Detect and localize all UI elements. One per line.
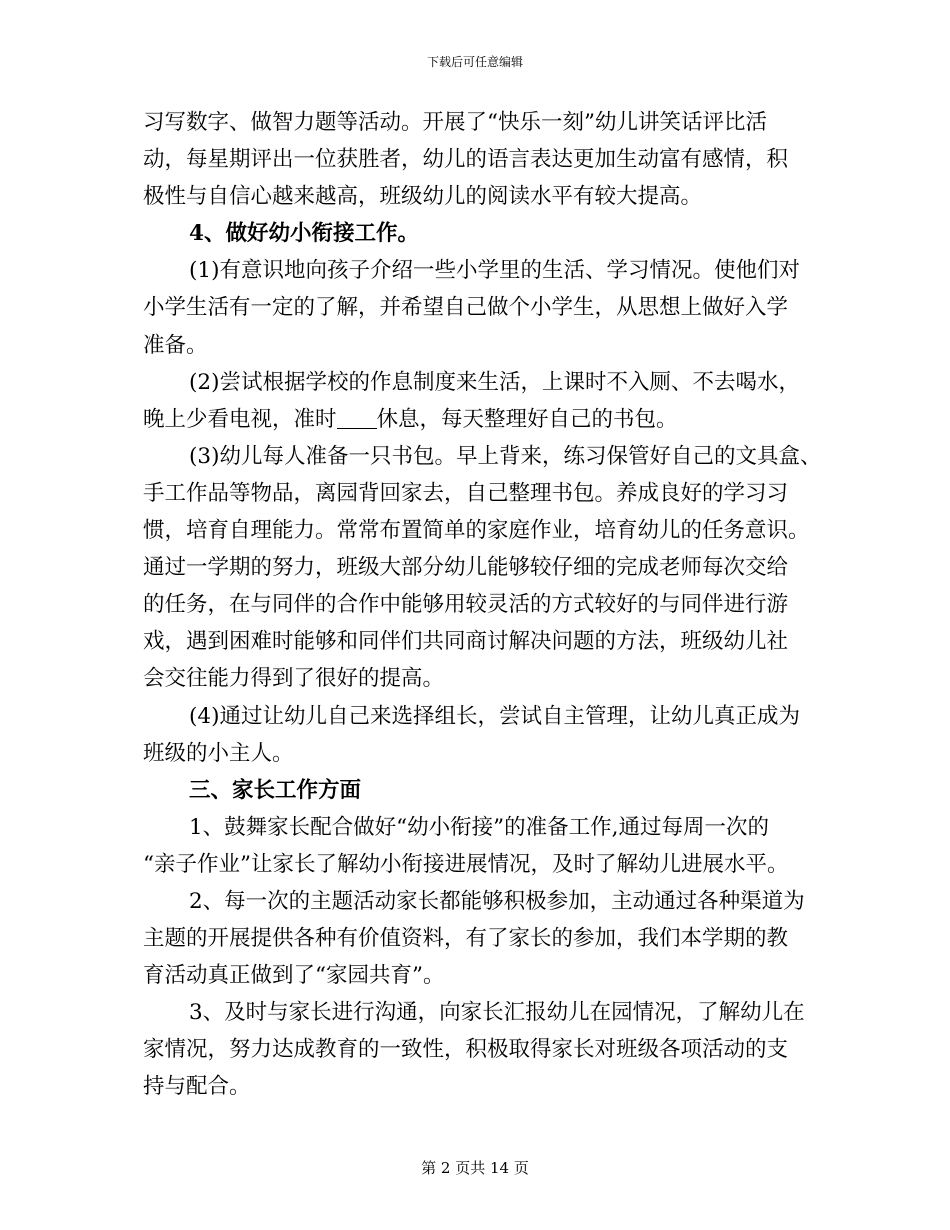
paragraph-line: 习写数字、做智力题等活动。开展了“快乐一刻”幼儿讲笑话评比活 xyxy=(143,110,767,135)
page-footer: 第 2 页共 14 页 xyxy=(421,1159,529,1177)
paragraph-line: 3、及时与家长进行沟通，向家长汇报幼儿在园情况，了解幼儿在 xyxy=(189,1000,805,1026)
paragraph-line: 极性与自信心越来越高，班级幼儿的阅读水平有较大提高。 xyxy=(143,184,703,210)
line-text: 晚上少看电视，准时 xyxy=(143,406,337,432)
line-text: 休息，每天整理好自己的书包。 xyxy=(376,406,678,432)
paragraph-line xyxy=(143,401,823,438)
paragraph-line: (4)通过让幼儿自己来选择组长，尝试自主管理，让幼儿真正成为 xyxy=(189,703,800,729)
paragraph-line: 戏，遇到困难时能够和同伴们共同商讨解决问题的方法，班级幼儿社 xyxy=(143,629,789,655)
paragraph-line: 持与配合。 xyxy=(143,1074,251,1100)
paragraph-line: 2、每一次的主题活动家长都能够积极参加，主动通过各种渠道为 xyxy=(189,888,805,914)
paragraph-line: 通过一学期的努力，班级大部分幼儿能够较仔细的完成老师每次交给 xyxy=(143,555,789,581)
paragraph-line: 小学生活有一定的了解，并希望自己做个小学生，从思想上做好入学 xyxy=(143,295,789,321)
paragraph-line: (1)有意识地向孩子介绍一些小学里的生活、学习情况。使他们对 xyxy=(189,258,800,284)
paragraph-line: 班级的小主人。 xyxy=(143,740,294,766)
paragraph-line: 家情况，努力达成教育的一致性，积极取得家长对班级各项活动的支 xyxy=(143,1037,789,1063)
paragraph-line: 惯，培育自理能力。常常布置简单的家庭作业，培育幼儿的任务意识。 xyxy=(143,518,810,544)
paragraph-line: (3)幼儿每人准备一只书包。早上背来，练习保管好自己的文具盒、 xyxy=(189,443,822,469)
section-heading: 4、做好幼小衔接工作。 xyxy=(189,221,419,247)
document-body xyxy=(143,104,823,1106)
paragraph-line: 的任务，在与同伴的合作中能够用较灵活的方式较好的与同伴进行游 xyxy=(143,592,789,618)
paragraph-line: (2)尝试根据学校的作息制度来生活，上课时不入厕、不去喝水， xyxy=(189,369,800,395)
paragraph-line: 1、鼓舞家长配合做好“幼小衔接”的准备工作,通过每周一次的 xyxy=(189,814,769,840)
section-heading: 三、家长工作方面 xyxy=(189,777,362,803)
paragraph-line: 会交往能力得到了很好的提高。 xyxy=(143,666,445,692)
paragraph-line: 主题的开展提供各种有价值资料，有了家长的参加，我们本学期的教 xyxy=(143,926,789,952)
paragraph-line: 育活动真正做到了“家园共育”。 xyxy=(143,963,445,989)
paragraph-line: 手工作品等物品，离园背回家去，自己整理书包。养成良好的学习习 xyxy=(143,480,789,506)
paragraph-line: 准备。 xyxy=(143,332,208,358)
paragraph-line: “亲子作业”让家长了解幼小衔接进展情况，及时了解幼儿进展水平。 xyxy=(143,851,789,877)
fill-in-blank xyxy=(337,408,377,429)
paragraph-line: 动，每星期评出一位获胜者，幼儿的语言表达更加生动富有感情，积 xyxy=(143,147,789,173)
page-header: 下载后可任意编辑 xyxy=(426,55,523,69)
